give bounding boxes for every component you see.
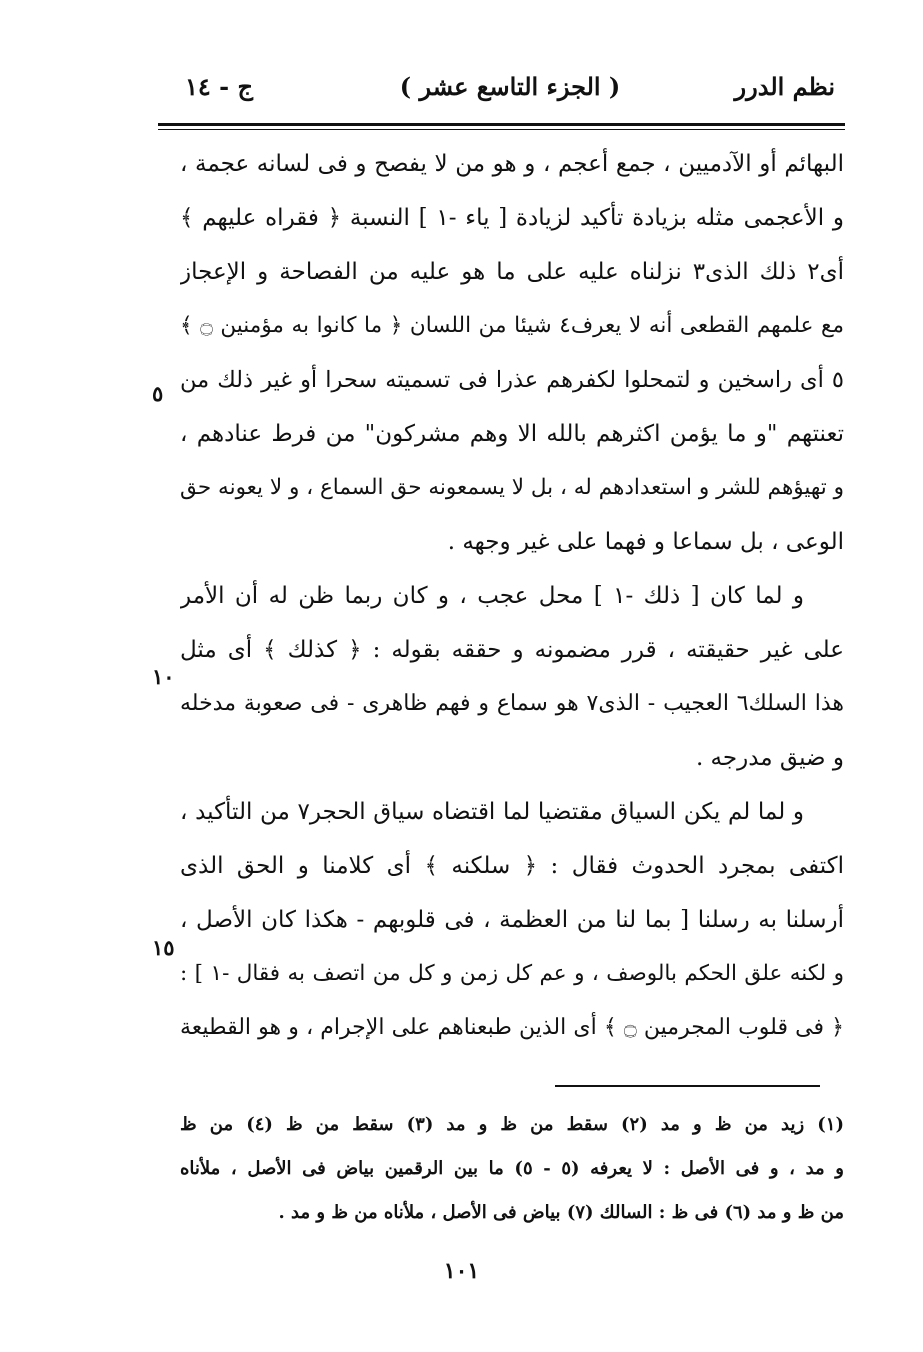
volume-number: ج - ١٤ — [185, 72, 253, 101]
text-line: و لكنه علق الحكم بالوصف ، و عم كل زمن و كل من اتصف به فقال -١ ] : — [180, 961, 844, 986]
footnote-rule — [555, 1085, 820, 1087]
text-line: البهائم أو الآدميين ، جمع أعجم ، و هو من لا يفصح و فى لسانه عجمة ، — [180, 151, 844, 177]
text-line: ٥ أى راسخين و لتمحلوا لكفرهم عذرا فى تسميته سحرا أو غير ذلك من — [180, 367, 844, 393]
running-header — [185, 72, 835, 112]
text-line: اكتفى بمجرد الحدوث فقال : ﴿ سلكنه ﴾ أى كلامنا و الحق الذى — [180, 853, 844, 879]
footnote-line: و مد ، و فى الأصل : لا يعرفه (٥ - ٥) ما بين الرقمين بياض فى الأصل ، ملأناه — [180, 1158, 844, 1179]
text-line: و لما لم يكن السياق مقتضيا لما اقتضاه سياق الحجر٧ من التأكيد ، — [180, 799, 804, 825]
book-title: نظم الدرر — [734, 72, 835, 101]
header-rule-thick — [158, 123, 845, 126]
text-line: على غير حقيقته ، قرر مضمونه و حققه بقوله : ﴿ كذلك ﴾ أى مثل — [180, 637, 844, 663]
text-line: و لما كان [ ذلك -١ ] محل عجب ، و كان ربما ظن له أن الأمر — [180, 583, 804, 609]
footnote-line: من ظ و مد (٦) فى ظ : السالك (٧) بياض فى الأصل ، ملأناه من ظ و مد . — [278, 1202, 844, 1223]
header-rule-thin — [158, 129, 845, 130]
text-line: مع علمهم القطعى أنه لا يعرف٤ شيئا من اللسان ﴿ ما كانوا به مؤمنين ۝ ﴾ — [180, 313, 844, 338]
text-line: هذا السلك٦ العجيب - الذى٧ هو سماع و فهم ظاهرى - فى صعوبة مدخله — [180, 691, 844, 716]
text-line: و تهيؤهم للشر و استعدادهم له ، بل لا يسمعونه حق السماع ، و لا يعونه حق — [180, 475, 844, 500]
page-number: ١٠١ — [443, 1258, 480, 1284]
margin-line-number: ٥ — [152, 381, 164, 406]
main-text — [180, 137, 844, 1055]
margin-line-number: ١٥ — [152, 935, 175, 960]
margin-line-number: ١٠ — [152, 664, 175, 689]
text-line: و ضيق مدرجه . — [695, 745, 844, 771]
text-line: تعنتهم "و ما يؤمن اكثرهم بالله الا وهم مشركون" من فرط عنادهم ، — [180, 421, 844, 447]
text-line: أرسلنا به رسلنا [ بما لنا من العظمة ، فى قلوبهم - هكذا كان الأصل ، — [180, 907, 844, 933]
text-line: الوعى ، بل سماعا و فهما على غير وجهه . — [447, 529, 844, 555]
footnotes — [180, 1103, 844, 1235]
part-title: ( الجزء التاسع عشر ) — [399, 72, 621, 101]
footnote-line: (١) زيد من ظ و مد (٢) سقط من ظ و مد (٣) سقط من ظ (٤) من ظ — [180, 1114, 844, 1135]
text-line: ﴿ فى قلوب المجرمين ۝ ﴾ أى الذين طبعناهم على الإجرام ، و هو القطيعة — [180, 1015, 844, 1040]
text-line: و الأعجمى مثله بزيادة تأكيد لزيادة [ ياء -١ ] النسبة ﴿ فقراه عليهم ﴾ — [180, 205, 844, 231]
text-line: أى٢ ذلك الذى٣ نزلناه عليه على ما هو عليه من الفصاحة و الإعجاز — [180, 259, 844, 285]
